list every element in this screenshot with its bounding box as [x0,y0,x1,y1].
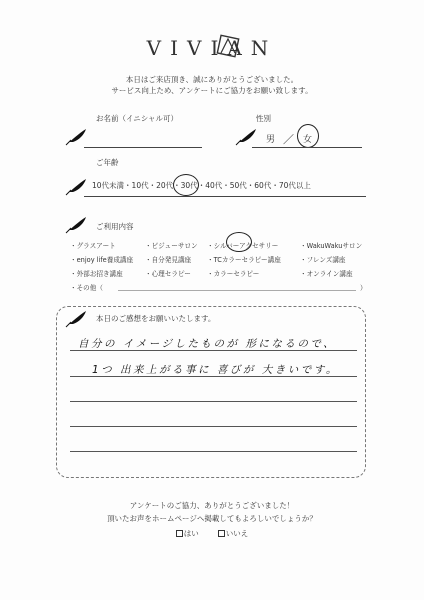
age-option[interactable]: 60代 [254,181,272,190]
age-option[interactable]: 30代 [180,181,198,190]
checkbox-icon [176,530,183,537]
writing-line[interactable] [70,401,357,402]
age-option[interactable]: 70代以上 [278,181,311,190]
age-option[interactable]: 10代未満 [92,181,125,190]
service-option[interactable]: ・心理セラピー [145,270,191,278]
writing-line[interactable] [70,451,357,452]
gender-selected-circle [297,124,319,148]
age-label: ご年齢 [96,158,119,167]
gender-field-line [252,147,362,148]
quill-icon [64,310,88,328]
gender-separator: ／ [283,133,294,146]
age-field-line [84,196,366,197]
footer-line-1: アンケートのご協力、ありがとうございました！ [129,501,295,510]
gender-option-female[interactable]: 女 [303,135,313,145]
service-option[interactable]: ・カラーセラピー [207,270,260,278]
age-selected-circle [173,174,199,196]
impression-text-line-1: 自分の イメージしたものが 形になるので、 [78,338,337,350]
intro-line-2: サービス向上ため、アンケートにご協力をお願い致します。 [111,86,313,95]
gender-option-male[interactable]: 男 [266,135,276,145]
logo-mark-icon [216,34,240,58]
age-options: 10代未満・10代・20代・30代・40代・50代・60代・70代以上 [92,181,311,190]
consent-no-checkbox[interactable]: いいえ [218,529,249,538]
service-other-close: ） [360,284,367,292]
writing-line[interactable] [70,376,357,377]
service-selected-circle [226,232,252,252]
brand-logo [0,36,424,60]
service-option[interactable]: ・WakuWakuサロン [300,242,363,250]
service-option[interactable]: ・シルバーアクセサリー [207,242,279,250]
checkbox-icon [218,530,225,537]
service-option[interactable]: ・自分発見講座 [145,256,192,264]
footer-line-2: 頂いたお声をホームページへ掲載してもよろしいでしょうか？ [107,514,317,523]
quill-icon [64,178,88,196]
age-option[interactable]: 20代 [156,181,174,190]
consent-options [0,528,424,539]
service-other-label: ・その他（ [70,284,103,292]
impression-text-line-2: 1つ 出来上がる事に 喜びが 大きいです。 [92,364,339,376]
service-option[interactable]: ・外部お招き講座 [70,270,123,278]
writing-line[interactable] [70,350,357,351]
name-field-line[interactable] [84,147,202,148]
service-other-input[interactable] [118,290,356,291]
quill-icon [234,128,258,146]
gender-label: 性別 [256,114,271,123]
brand-logo-text: VIVIAN [146,36,278,60]
service-option[interactable]: ・オンライン講座 [300,270,353,278]
service-option[interactable]: ・ビジューサロン [145,242,198,250]
age-option[interactable]: 10代 [131,181,149,190]
name-label: お名前（イニシャル可） [96,114,179,123]
age-option[interactable]: 40代 [205,181,223,190]
impression-label: 本日のご感想をお願いいたします。 [96,314,216,323]
service-option[interactable]: ・enjoy life養成講座 [70,256,134,264]
consent-yes-checkbox[interactable]: はい [176,529,199,538]
intro-line-1: 本日はご来店頂き、誠にありがとうございました。 [125,75,299,84]
service-option[interactable]: ・TCカラーセラピー講座 [207,256,281,264]
service-label: ご利用内容 [96,222,134,231]
quill-icon [64,216,88,234]
quill-icon [64,128,88,146]
writing-line[interactable] [70,426,357,427]
service-option[interactable]: ・グラスアート [70,242,116,250]
age-option[interactable]: 50代 [229,181,247,190]
service-option[interactable]: ・フレンズ講座 [300,256,346,264]
impression-box [56,306,366,478]
